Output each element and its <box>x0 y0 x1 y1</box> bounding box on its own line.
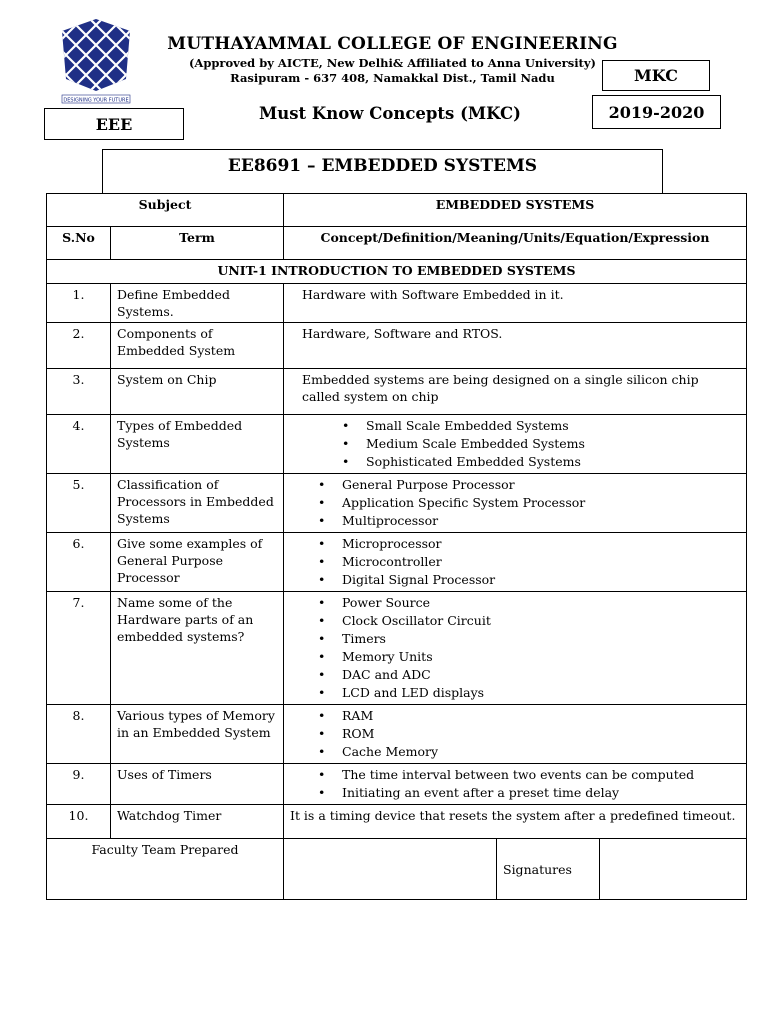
row-definition: Hardware with Software Embedded in it. <box>284 284 747 323</box>
row-term: Name some of the Hardware parts of an embedded systems? <box>111 592 284 705</box>
list-item: • Multiprocessor <box>342 512 740 530</box>
table-row <box>47 805 747 839</box>
list-item: • Power Source <box>342 594 740 612</box>
list-item: • Clock Oscillator Circuit <box>342 612 740 630</box>
subject-label: Subject <box>47 194 284 227</box>
college-logo <box>56 15 136 105</box>
row-definition: Hardware, Software and RTOS. <box>284 323 747 369</box>
row-term: System on Chip <box>111 369 284 415</box>
list-item: • LCD and LED displays <box>342 684 740 702</box>
row-term: Classification of Processors in Embedded Systems <box>111 474 284 533</box>
bullet-list <box>290 707 740 761</box>
sno-header: S.No <box>47 227 111 260</box>
term-header: Term <box>111 227 284 260</box>
faculty-team-label: Faculty Team Prepared <box>47 839 284 900</box>
row-definition <box>284 533 747 592</box>
row-definition <box>284 764 747 805</box>
list-item: • Microcontroller <box>342 553 740 571</box>
row-definition: It is a timing device that resets the system after a predefined timeout. <box>284 805 747 839</box>
approval-line: (Approved by AICTE, New Delhi& Affiliated to Anna University) <box>188 56 596 70</box>
table-row <box>47 533 747 592</box>
list-item: • Memory Units <box>342 648 740 666</box>
row-number: 2. <box>47 323 111 369</box>
row-definition <box>284 592 747 705</box>
row-definition: Embedded systems are being designed on a single silicon chip called system on chip <box>284 369 747 415</box>
list-item: • Timers <box>342 630 740 648</box>
subject-row <box>47 194 747 227</box>
row-term: Define Embedded Systems. <box>111 284 284 323</box>
unit-heading-row <box>47 260 747 284</box>
department-box: EEE <box>44 108 184 140</box>
address-line: Rasipuram - 637 408, Namakkal Dist., Tamil Nadu <box>230 71 555 85</box>
column-header-row <box>47 227 747 260</box>
list-item: • Initiating an event after a preset time delay <box>342 784 740 802</box>
svg-text:DESIGNING YOUR FUTURE: DESIGNING YOUR FUTURE <box>63 97 129 104</box>
row-number: 10. <box>47 805 111 839</box>
list-item: • DAC and ADC <box>342 666 740 684</box>
signatures-label: Signatures <box>497 839 600 900</box>
bullet-list <box>290 476 740 530</box>
table-row <box>47 284 747 323</box>
list-item: • RAM <box>342 707 740 725</box>
list-item: • Digital Signal Processor <box>342 571 740 589</box>
bullet-list <box>290 594 740 702</box>
list-item: • ROM <box>342 725 740 743</box>
list-item: • Cache Memory <box>342 743 740 761</box>
row-definition <box>284 415 747 474</box>
subject-value: EMBEDDED SYSTEMS <box>284 194 747 227</box>
list-item: • Small Scale Embedded Systems <box>366 417 740 435</box>
table-row <box>47 369 747 415</box>
row-number: 4. <box>47 415 111 474</box>
row-term: Watchdog Timer <box>111 805 284 839</box>
bullet-list <box>290 535 740 589</box>
table-row <box>47 705 747 764</box>
list-item: • The time interval between two events can be computed <box>342 766 740 784</box>
row-term: Various types of Memory in an Embedded System <box>111 705 284 764</box>
list-item: • Application Specific System Processor <box>342 494 740 512</box>
row-number: 1. <box>47 284 111 323</box>
row-number: 6. <box>47 533 111 592</box>
row-definition <box>284 474 747 533</box>
unit-heading: UNIT-1 INTRODUCTION TO EMBEDDED SYSTEMS <box>47 260 747 284</box>
bullet-list <box>290 766 740 802</box>
row-term: Uses of Timers <box>111 764 284 805</box>
document-title: Must Know Concepts (MKC) <box>259 104 521 123</box>
row-number: 5. <box>47 474 111 533</box>
concept-header: Concept/Definition/Meaning/Units/Equation/Expression <box>284 227 747 260</box>
signature-cell <box>600 839 747 900</box>
table-row <box>47 592 747 705</box>
list-item: • Medium Scale Embedded Systems <box>366 435 740 453</box>
college-logo-graphic <box>56 15 136 105</box>
table-row <box>47 415 747 474</box>
list-item: • General Purpose Processor <box>342 476 740 494</box>
row-number: 7. <box>47 592 111 705</box>
table-row <box>47 474 747 533</box>
table-row <box>47 323 747 369</box>
row-definition <box>284 705 747 764</box>
row-number: 8. <box>47 705 111 764</box>
table-row <box>47 764 747 805</box>
course-title-box: EE8691 – EMBEDDED SYSTEMS <box>102 149 663 194</box>
academic-year-box: 2019-2020 <box>592 95 721 129</box>
college-name: MUTHAYAMMAL COLLEGE OF ENGINEERING <box>167 34 618 54</box>
row-number: 9. <box>47 764 111 805</box>
faculty-names-cell <box>284 839 497 900</box>
row-term: Types of Embedded Systems <box>111 415 284 474</box>
signature-row <box>47 839 747 900</box>
list-item: • Sophisticated Embedded Systems <box>366 453 740 471</box>
concepts-table <box>46 193 747 900</box>
list-item: • Microprocessor <box>342 535 740 553</box>
row-number: 3. <box>47 369 111 415</box>
row-term: Components of Embedded System <box>111 323 284 369</box>
mkc-label-box: MKC <box>602 60 710 91</box>
row-term: Give some examples of General Purpose Processor <box>111 533 284 592</box>
bullet-list <box>290 417 740 471</box>
